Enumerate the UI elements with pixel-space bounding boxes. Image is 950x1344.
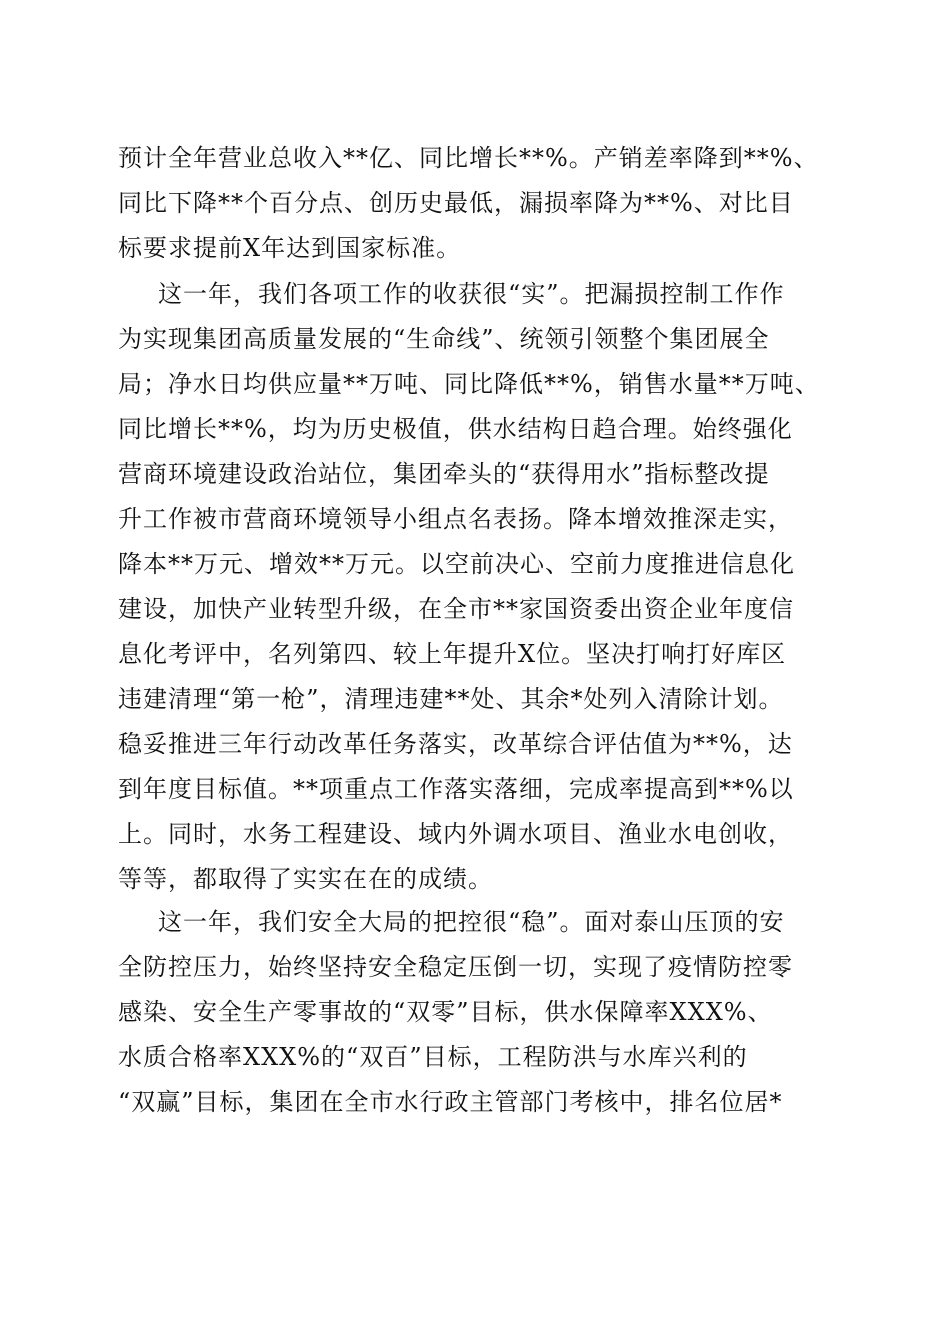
text-line: 息化考评中，名列第四、较上年提升X位。坚决打响打好库区 — [118, 640, 787, 668]
text-line: 营商环境建设政治站位，集团牵头的“获得用水”指标整改提 — [118, 460, 770, 488]
text-line: 同比增长**%，均为历史极值，供水结构日趋合理。始终强化 — [118, 415, 793, 443]
text-line: 建设，加快产业转型升级，在全市**家国资委出资企业年度信 — [118, 595, 794, 623]
text-line: 预计全年营业总收入**亿、同比增长**%。产销差率降到**%、 — [118, 144, 819, 172]
text-line: “双赢”目标，集团在全市水行政主管部门考核中，排名位居* — [118, 1088, 783, 1116]
text-line: 水质合格率XXX%的“双百”目标，工程防洪与水库兴利的 — [118, 1043, 748, 1071]
text-line: 局；净水日均供应量**万吨、同比降低**%，销售水量**万吨、 — [118, 370, 820, 398]
text-line: 标要求提前X年达到国家标准。 — [118, 234, 462, 262]
text-line: 这一年，我们各项工作的收获很“实”。把漏损控制工作作 — [158, 280, 785, 308]
text-line: 感染、安全生产零事故的“双零”目标，供水保障率XXX%、 — [118, 998, 773, 1026]
text-line: 这一年，我们安全大局的把控很“稳”。面对泰山压顶的安 — [158, 908, 785, 936]
text-line: 同比下降**个百分点、创历史最低，漏损率降为**%、对比目 — [118, 189, 794, 217]
text-line: 降本**万元、增效**万元。以空前决心、空前力度推进信息化 — [118, 550, 795, 578]
text-line: 到年度目标值。**项重点工作落实落细，完成率提高到**%以 — [118, 775, 794, 803]
text-line: 违建清理“第一枪”，清理违建**处、其余*处列入清除计划。 — [118, 685, 784, 713]
paragraph-2 — [118, 272, 838, 902]
paragraph-3 — [118, 900, 838, 1125]
text-line: 全防控压力，始终坚持安全稳定压倒一切，实现了疫情防控零 — [118, 953, 793, 981]
text-line: 稳妥推进三年行动改革任务落实，改革综合评估值为**%，达 — [118, 730, 793, 758]
text-line: 上。同时，水务工程建设、域内外调水项目、渔业水电创收， — [118, 820, 793, 848]
text-line: 等等，都取得了实实在在的成绩。 — [118, 865, 493, 893]
text-line: 为实现集团高质量发展的“生命线”、统领引领整个集团展全 — [118, 325, 770, 353]
paragraph-1 — [118, 136, 838, 271]
text-line: 升工作被市营商环境领导小组点名表扬。降本增效推深走实， — [118, 505, 793, 533]
